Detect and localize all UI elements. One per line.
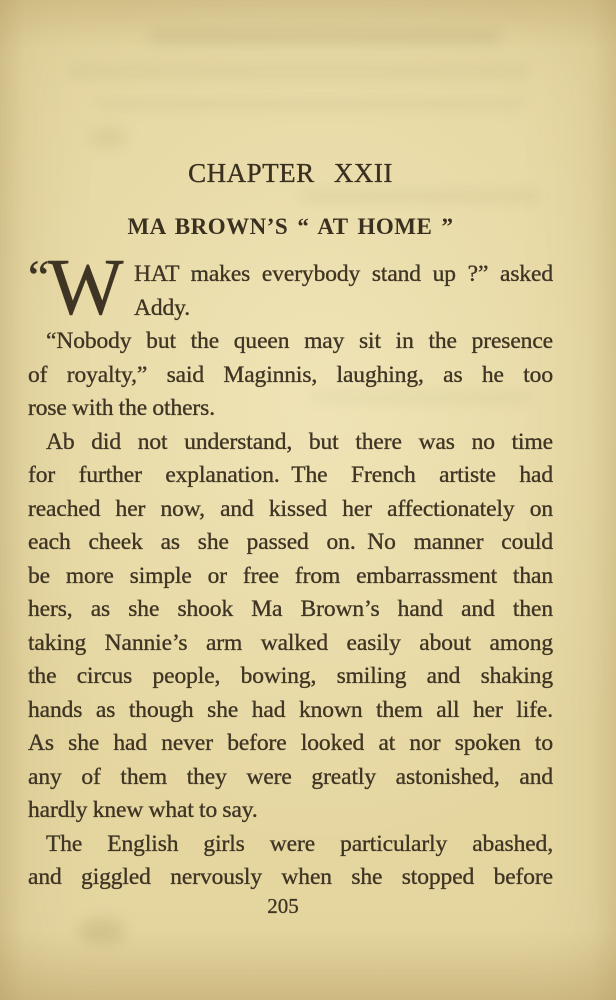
- body-line: each cheek as she passed on. No manner could: [28, 529, 553, 555]
- body-line: the circus people, bowing, smiling and shaking: [28, 663, 553, 689]
- paper-smudge: [78, 918, 126, 944]
- body-line: hands as though she had known them all her life.: [28, 696, 553, 723]
- body-line: hardly knew what to say.: [28, 797, 258, 823]
- show-through-mark: [300, 190, 540, 202]
- opening-quote-mark: “: [28, 251, 50, 304]
- drop-cap-group: [28, 244, 132, 332]
- body-line: The English girls were particularly abashed,: [46, 830, 553, 857]
- show-through-mark: [95, 98, 525, 110]
- body-text-block: [28, 244, 553, 895]
- body-line: any of them they were greatly astonished, and: [28, 763, 553, 790]
- drop-cap: W: [48, 244, 124, 332]
- body-line: Ab did not understand, but there was no time: [46, 428, 553, 455]
- chapter-subtitle: MA BROWN’S “ AT HOME ”: [127, 214, 454, 239]
- chapter-heading: CHAPTER XXII: [188, 158, 393, 188]
- show-through-mark: [70, 66, 530, 78]
- body-line: be more simple or free from embarrassment than: [28, 562, 553, 589]
- opening-paragraph: [28, 244, 553, 332]
- page-number: 205: [267, 894, 299, 918]
- body-line: of royalty,” said Maginnis, laughing, as he too: [28, 361, 553, 388]
- body-line: for further explanation. The French artiste had: [28, 462, 553, 488]
- paper-smudge: [88, 128, 128, 148]
- body-line: “Nobody but the queen may sit in the presence: [46, 328, 553, 354]
- body-line: Addy.: [134, 294, 191, 321]
- body-line: hers, as she shook Ma Brown’s hand and then: [28, 596, 553, 622]
- body-line: reached her now, and kissed her affectionately on: [28, 495, 553, 522]
- show-through-mark: [150, 30, 500, 44]
- body-line: HAT makes everybody stand up ?” asked: [134, 261, 553, 287]
- body-line: rose with the others.: [28, 395, 215, 421]
- body-line: and giggled nervously when she stopped before: [28, 864, 553, 890]
- body-line: taking Nannie’s arm walked easily about among: [28, 629, 553, 656]
- body-line: As she had never before looked at nor spoken to: [28, 730, 553, 756]
